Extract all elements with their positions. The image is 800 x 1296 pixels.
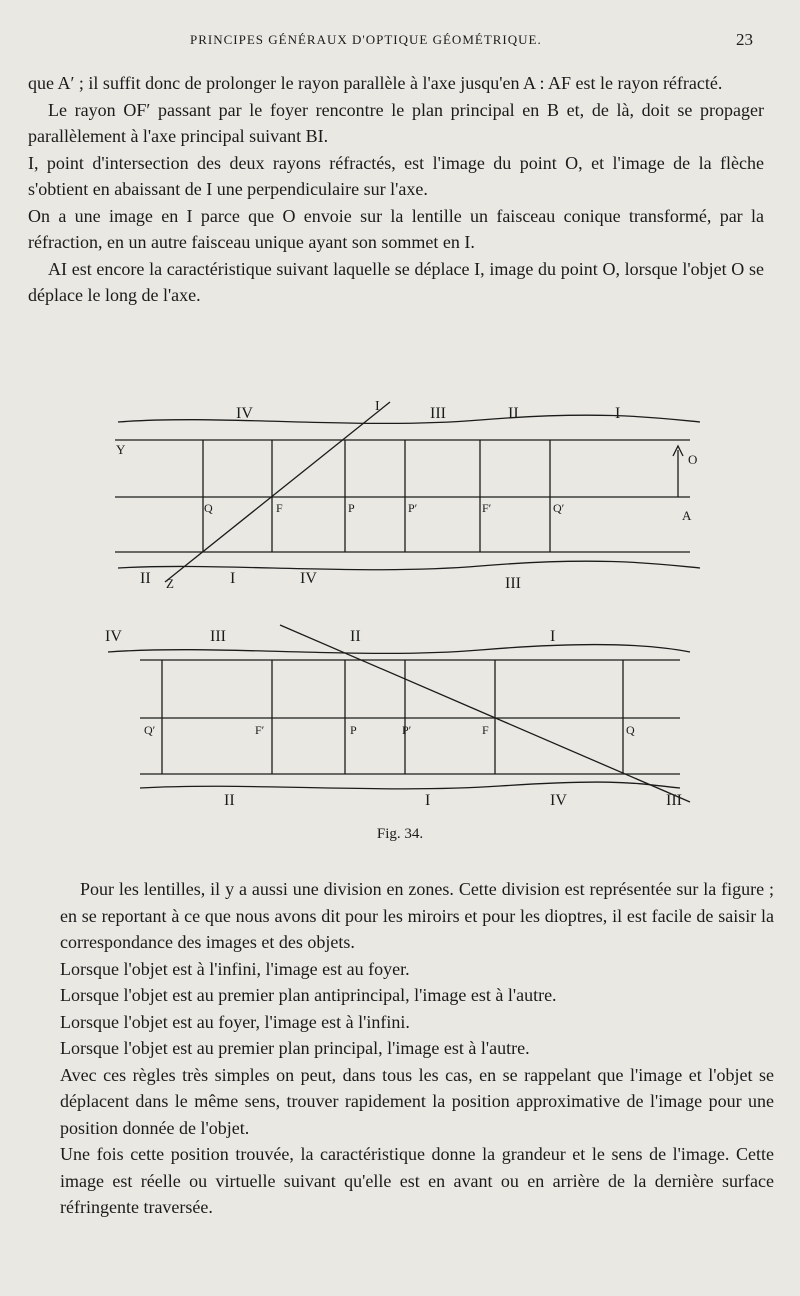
running-head: PRINCIPES GÉNÉRAUX D'OPTIQUE GÉOMÉTRIQUE. [190, 32, 542, 47]
zone-label: II [350, 628, 361, 645]
paragraph: I, point d'intersection des deux rayons réfractés, est l'image du point O, et l'image de la flèche s'obtient en abaissant de I une perpendiculaire sur l'axe. [28, 152, 764, 199]
paragraph: Le rayon OF′ passant par le foyer rencontre le plan principal en B et, de là, doit se propager parallèlement à l'axe principal suivant BI. [28, 99, 764, 146]
zone-label: I [230, 570, 236, 587]
point-label: Q′ [144, 723, 156, 737]
label-A: A [682, 508, 692, 523]
paragraph: Une fois cette position trouvée, la caractéristique donne la grandeur et le sens de l'image. Cette image est réelle ou virtuelle suivant qu'elle est en avant ou en arrière de la dernière surface réfringente traversée. [60, 1144, 774, 1217]
top-brace-line [118, 415, 700, 423]
point-label: Q [204, 501, 213, 515]
zone-label: III [505, 575, 521, 592]
characteristic-line [165, 402, 390, 582]
paragraph: Lorsque l'objet est au foyer, l'image est à l'infini. [60, 1011, 410, 1032]
point-label: P′ [408, 501, 418, 515]
zone-diagram [100, 390, 720, 820]
bottom-brace-line [118, 561, 700, 570]
zone-label: I [425, 792, 431, 809]
zone-label: III [666, 792, 682, 809]
paragraph: AI est encore la caractéristique suivant laquelle se déplace I, image du point O, lorsque l'objet O se déplace le long de l'axe. [28, 258, 764, 305]
paragraph: On a une image en I parce que O envoie sur la lentille un faisceau conique transformé, par la réfraction, en un autre faisceau unique ayant son sommet en I. [28, 205, 764, 252]
point-label: F′ [255, 723, 265, 737]
zone-label: IV [105, 628, 122, 645]
point-label: F [482, 723, 489, 737]
bottom-brace-line-2 [140, 782, 680, 789]
zone-label: II [224, 792, 235, 809]
top-brace-line-2 [108, 645, 690, 654]
label-Y: Y [116, 442, 126, 457]
paragraph: Lorsque l'objet est au premier plan antiprincipal, l'image est à l'autre. [60, 985, 557, 1005]
zone-label: III [210, 628, 226, 645]
paragraph: Lorsque l'objet est à l'infini, l'image est au foyer. [60, 958, 410, 979]
top-text-block [28, 70, 764, 309]
zone-label: III [430, 405, 446, 422]
zone-label: IV [550, 792, 567, 809]
bottom-text-block [60, 876, 774, 1221]
zone-label: IV [300, 570, 317, 587]
label-O: O [688, 452, 698, 467]
characteristic-line-2 [280, 625, 690, 802]
zone-label: II [508, 405, 519, 422]
point-label: Q′ [553, 501, 565, 515]
point-label: P′ [402, 723, 412, 737]
zone-label: I [615, 405, 621, 422]
label-I: I [375, 399, 380, 414]
point-label: P [350, 723, 357, 737]
zone-label: I [550, 628, 556, 645]
paragraph: Avec ces règles très simples on peut, dans tous les cas, en se rappelant que l'image et l'objet se déplacent dans le même sens, trouver rapidement la position approximative de l'image pour une position donnée de l'objet. [60, 1064, 774, 1138]
page-header [0, 30, 800, 54]
point-label: F [276, 501, 283, 515]
paragraph: Pour les lentilles, il y a aussi une division en zones. Cette division est représentée sur la figure ; en se reportant à ce que nous avons dit pour les miroirs et pour les dioptres, il est facile de saisir la correspondance des images et des objets. [60, 879, 774, 952]
page-number: 23 [736, 30, 753, 49]
paragraph: que A′ ; il suffit donc de prolonger le rayon parallèle à l'axe jusqu'en A : AF est le rayon réfracté. [28, 73, 723, 93]
point-label: F′ [482, 501, 492, 515]
figure-34 [100, 390, 720, 820]
zone-label: II [140, 570, 151, 587]
zone-label: IV [236, 405, 253, 422]
figure-caption: Fig. 34. [376, 826, 424, 842]
paragraph: Lorsque l'objet est au premier plan principal, l'image est à l'autre. [60, 1038, 530, 1058]
point-label: P [348, 501, 355, 515]
point-label: Q [626, 723, 635, 737]
label-Z: Z [166, 576, 174, 591]
